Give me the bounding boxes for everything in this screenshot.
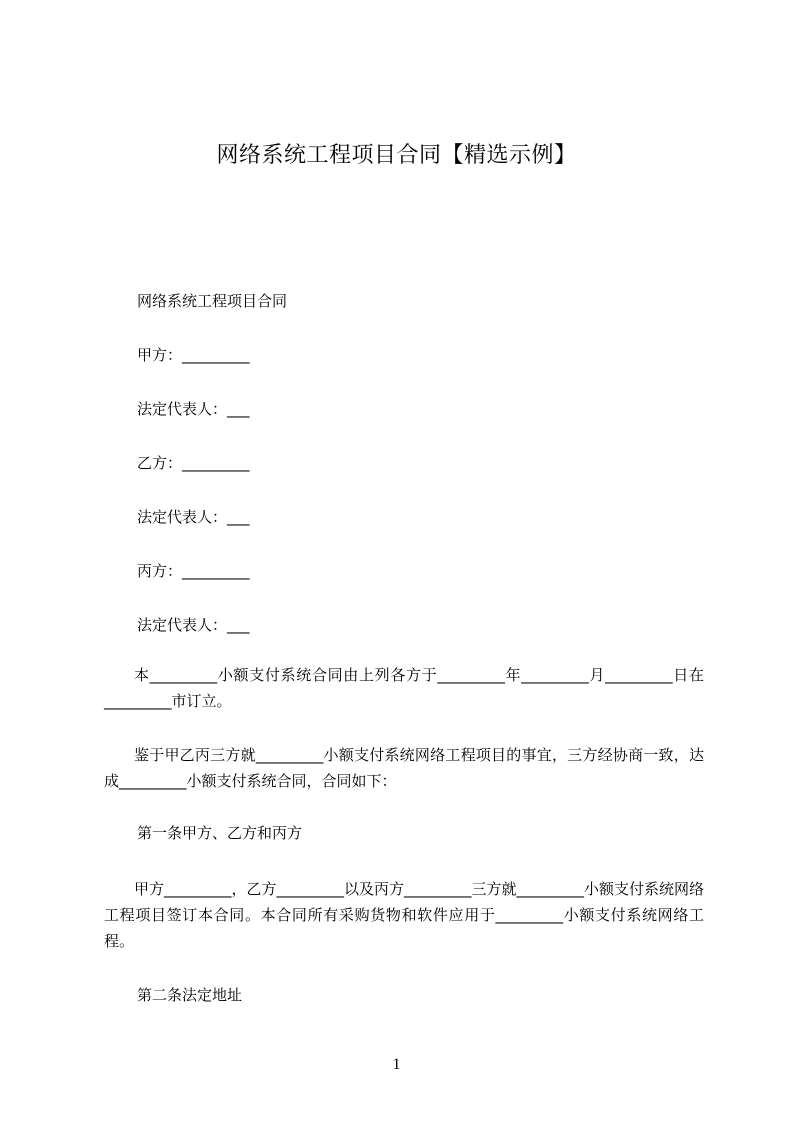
party-b-representative-line: 法定代表人：___: [137, 508, 250, 526]
page-number: 1: [392, 1056, 401, 1073]
document-title: 网络系统工程项目合同【精选示例】: [216, 143, 577, 168]
section-1-body: 甲方_________，乙方_________以及丙方_________三方就_________小额支付系统网络工程项目签订本合同。本合同所有采购货物和软件应用于_________小额支付系统网络工程。: [104, 880, 705, 950]
party-c-line: 丙方：_________: [137, 562, 250, 580]
party-b-line: 乙方：_________: [137, 454, 250, 472]
party-a-line: 甲方：_________: [137, 346, 250, 364]
agreement-paragraph: 鉴于甲乙丙三方就_________小额支付系统网络工程项目的事宜，三方经协商一致，达成_________小额支付系统合同，合同如下：: [104, 746, 704, 790]
section-2-heading: 第二条法定地址: [137, 986, 243, 1004]
section-1-heading: 第一条甲方、乙方和丙方: [137, 824, 303, 842]
contract-name-line: 网络系统工程项目合同: [137, 292, 288, 310]
party-c-representative-line: 法定代表人：___: [137, 616, 250, 634]
signing-paragraph: 本_________小额支付系统合同由上列各方于_________年_________月_________日在_________市订立。: [104, 666, 704, 710]
party-a-representative-line: 法定代表人：___: [137, 400, 250, 418]
